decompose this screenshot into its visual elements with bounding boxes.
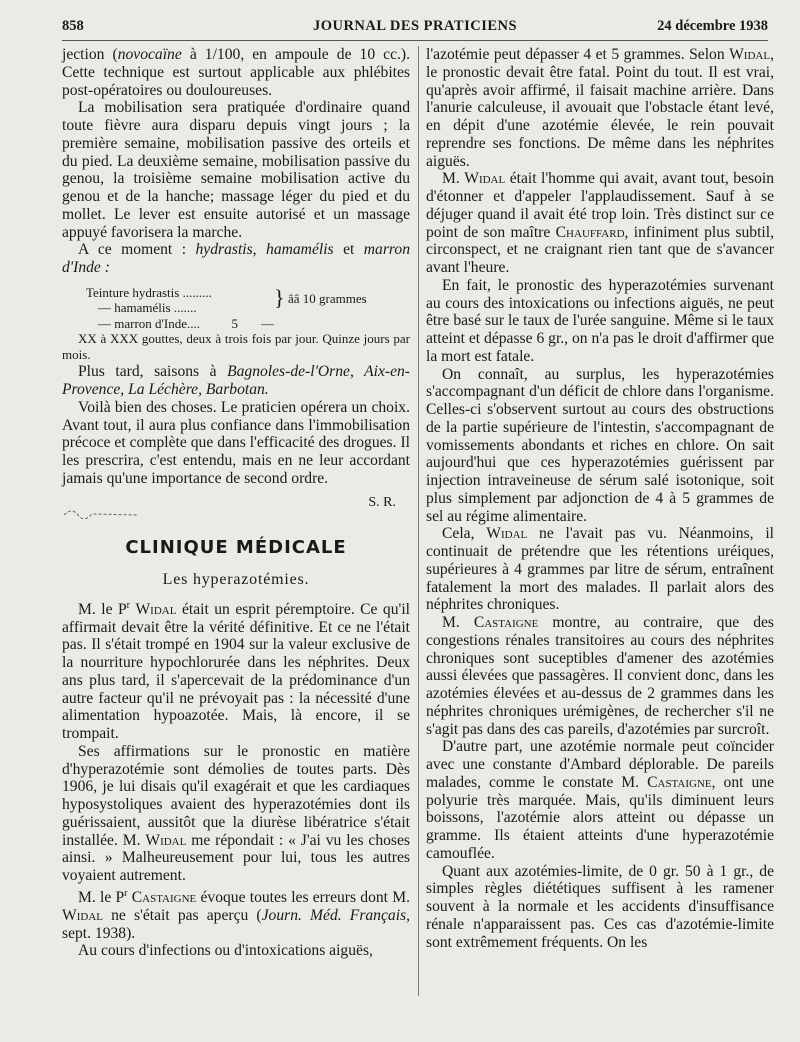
column-divider [418, 46, 419, 996]
paragraph: On connaît, au surplus, les hyperazotémies s'accompagnant d'un déficit de chlore dans l'organisme. Celles-ci s'observent surtout au cours des obstructions de la partie supérieure de l'intestin, s'accompagnant de vomissements abondants et riches en chlore. On sait aujourd'hui que ces hyperazotémies guérissent par injection intraveineuse de sérum salé isotonique, soit plus simplement par adjonction de 4 à 5 grammes de sel au régime alimentaire. [426, 365, 774, 525]
issue-date: 24 décembre 1938 [657, 18, 768, 34]
paragraph: M. le $P^r$ Widal était un esprit péremptoire. Ce qu'il affirmait devait être la vérité définitive. Et ce ne l'était pas. Il s'était trompé en 1904 sur la valeur exclusive de la nourriture hypochlorurée dans les néphrites. Deux ans plus tard, il s'apercevait de la prédominance d'un autre facteur qu'il ne prévoyait pas : la nécessité d'une alimentation hypoazotée. Mais, là encore, il se trompait. [62, 599, 410, 743]
formula-line: Teinture hydrastis ......... [86, 284, 212, 300]
formula-line: — marron d'Inde.... 5 — [98, 315, 274, 331]
prescription-formula [62, 285, 410, 332]
formula-line: — hamamélis ....... [98, 300, 197, 316]
article-title: Les hyperazotémies. [162, 571, 310, 588]
journal-title: JOURNAL DES PRATICIENS [312, 18, 518, 34]
formula-quantity: ââ 10 grammes [288, 290, 367, 306]
paragraph: Plus tard, saisons à Bagnoles-de-l'Orne, Aix-en-Provence, La Léchère, Barbotan. [62, 363, 410, 398]
paragraph: jection (novocaïne à 1/100, en ampoule de 10 cc.). Cette technique est surtout applicable aux phlébites post-opératoires ou douloureuses. [62, 46, 411, 99]
paragraph: En fait, le pronostic des hyperazotémies survenant au cours des intoxications ou infections aiguës, ne peut être basé sur le taux de l'urée sanguine. Même si le taux atteint et dépasse 6 gr., on n'a pas le droit d'affirmer que la mort est fatale. [426, 276, 774, 365]
paragraph: Ses affirmations sur le pronostic en matière d'hyperazotémie sont démolies de toutes parts. Dès 1906, je lui disais qu'il exagérait et que les cardiaques hyposystoliques avaient des hyperazotémies dont ils guérissaient, aussitôt que la diurèse libératrice s'était installée. M. Widal me répondait : « J'ai vu les choses ainsi. » Malheureusement pour lui, tous les autres voyaient autrement. [62, 742, 410, 885]
paragraph: Quant aux azotémies-limite, de 0 gr. 50 à 1 gr., de simples règles diététiques suffisent à les ramener souvent à la normale et les accidents d'insuffisance rénale n'apparaissent pas. Ces cas d'azotémie-limite sont extrêmement fréquents. On les [426, 862, 774, 951]
left-column [62, 46, 410, 960]
paragraph: A ce moment : hydrastis, hamamélis et marron d'Inde : [62, 241, 410, 276]
paragraph: l'azotémie peut dépasser 4 et 5 grammes. Selon Widal, le pronostic devait être fatal. Point du tout. Il est vrai, qu'après avoir affirmé, il faisait machine arrière. Dans l'anurie calculeuse, il avouait que l'obstacle étant levé, en dépit d'une azotémie élevée, le rein pouvait reprendre ses fonctions. De même dans les néphrites aiguës. [426, 46, 774, 170]
ornament-flourish [62, 505, 142, 519]
page-header [62, 14, 768, 41]
paragraph: M. le $P^r$ Castaigne évoque toutes les erreurs dont M. Widal ne s'était pas aperçu (Journ. Méd. Français, sept. 1938). [62, 887, 410, 942]
dosage-instructions: XX à XXX gouttes, deux à trois fois par jour. Quinze jours par mois. [62, 331, 410, 363]
paragraph: Voilà bien des choses. Le praticien opérera un choix. Avant tout, il aura plus confiance dans l'immobilisation précoce et complète que dans l'efficacité des drogues. Il les prescrira, c'est entendu, mais en ne leur accordant jamais qu'une importance de second ordre. [62, 398, 410, 487]
paragraph: Au cours d'infections ou d'intoxications aiguës, [78, 942, 373, 960]
brace-symbol: } [274, 284, 285, 310]
paragraph: Cela, Widal ne l'avait pas vu. Néanmoins, il continuait de prétendre que les rétentions uréiques, supérieures à 4 grammes par litre de sérum, entraînent fatalement la mort des malades. Il parlait alors des néphrites chroniques. [426, 525, 775, 614]
paragraph: La mobilisation sera pratiquée d'ordinaire quand toute fièvre aura disparu depuis vingt jours ; la première semaine, mobilisation passive des orteils et du pied. La deuxième semaine, mobilisation passive du genou, la troisième semaine mobilisation active du genou et de la hanche; massage léger du pied et du mollet. Le lever est ensuite autorisé et un massage appuyé favorisera la marche. [62, 99, 410, 241]
paragraph: D'autre part, une azotémie normale peut coïncider avec une constante d'Ambard déplorable. De pareils malades, comme le constate M. Castaigne, ont une polyurie très marquée. Mais, qu'ils diminuent leurs boissons, l'azotémie alors atteint ou dépasse un gramme. Ils étaient atteints d'une hyperazotémie camouflée. [426, 738, 774, 862]
paragraph: M. Castaigne montre, au contraire, que des congestions rénales transitoires au cours des néphrites chroniques sont suceptibles d'amener des azotémies aussi élevées que passagères. Il convient donc, dans les azotémies élevées et au-dessus de 2 grammes dans les néphrites chroniques urémigènes, de rechercher s'il ne s'agit pas dans des cas pareils, d'azotémies par surcroît. [426, 614, 774, 738]
right-column [426, 46, 774, 951]
section-title: CLINIQUE MÉDICALE [125, 537, 347, 559]
page-number: 858 [62, 18, 84, 34]
paragraph: M. Widal était l'homme qui avait, avant tout, besoin d'étonner et d'appeler l'applaudissement. Sauf à se déjuger quand il avait été trop loin. Très distinct sur ce point de son maître Chauffard, infiniment plus subtil, circonspect, et ne craignant rien tant que de s'avancer avant l'heure. [426, 170, 774, 276]
author-signature: S. R. [368, 494, 396, 510]
